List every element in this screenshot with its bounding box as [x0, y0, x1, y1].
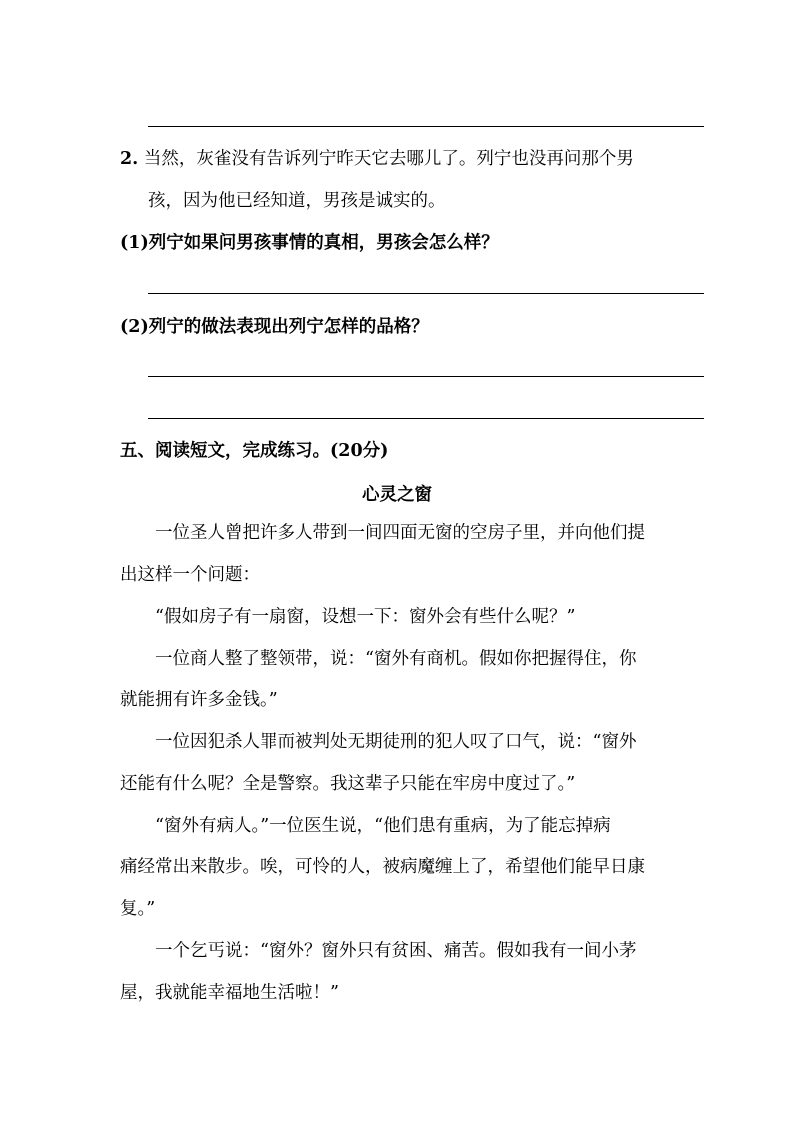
answer-line-sub-1[interactable] [148, 293, 704, 294]
article-line: 出这样一个问题： [120, 565, 260, 585]
answer-line-top[interactable] [148, 126, 704, 127]
question-2-number: 2. [120, 149, 139, 169]
question-2-sub-2: (2)列宁的做法表现出列宁怎样的品格？ [120, 317, 429, 337]
section-5-heading: 五、阅读短文，完成练习。(20分) [120, 441, 389, 461]
article-line: 还能有什么呢？全是警察。我这辈子只能在牢房中度过了。” [120, 774, 576, 794]
question-2-prompt-1: 当然，灰雀没有告诉列宁昨天它去哪儿了。列宁也没再问那个男 [143, 149, 634, 169]
article-line: 一个乞丐说：“窗外？窗外只有贫困、痛苦。假如我有一间小茅 [155, 941, 637, 961]
article-line: 复。” [120, 899, 156, 919]
article-line: 一位圣人曾把许多人带到一间四面无窗的空房子里，并向他们提 [155, 523, 645, 543]
question-2-line-1 [120, 148, 700, 170]
answer-line-sub-2-b[interactable] [148, 418, 704, 419]
article-line: 就能拥有许多金钱。” [120, 690, 278, 710]
article-line: 痛经常出来散步。唉，可怜的人，被病魔缠上了，希望他们能早日康 [120, 857, 645, 877]
question-2-line-2: 孩，因为他已经知道，男孩是诚实的。 [148, 191, 446, 211]
answer-line-sub-2-a[interactable] [148, 376, 704, 377]
article-line: 一位因犯杀人罪而被判处无期徒刑的犯人叹了口气，说：“窗外 [155, 732, 637, 752]
question-2-sub-1: (1)列宁如果问男孩事情的真相，男孩会怎么样？ [120, 233, 499, 253]
article-line: 屋，我就能幸福地生活啦！” [120, 983, 339, 1003]
article-line: “假如房子有一扇窗，设想一下：窗外会有些什么呢？” [155, 607, 576, 627]
article-line: 一位商人整了整领带，说：“窗外有商机。假如你把握得住，你 [155, 649, 637, 669]
article-title: 心灵之窗 [362, 485, 432, 505]
article-line: “窗外有病人。”一位医生说，“他们患有重病，为了能忘掉病 [155, 816, 611, 836]
